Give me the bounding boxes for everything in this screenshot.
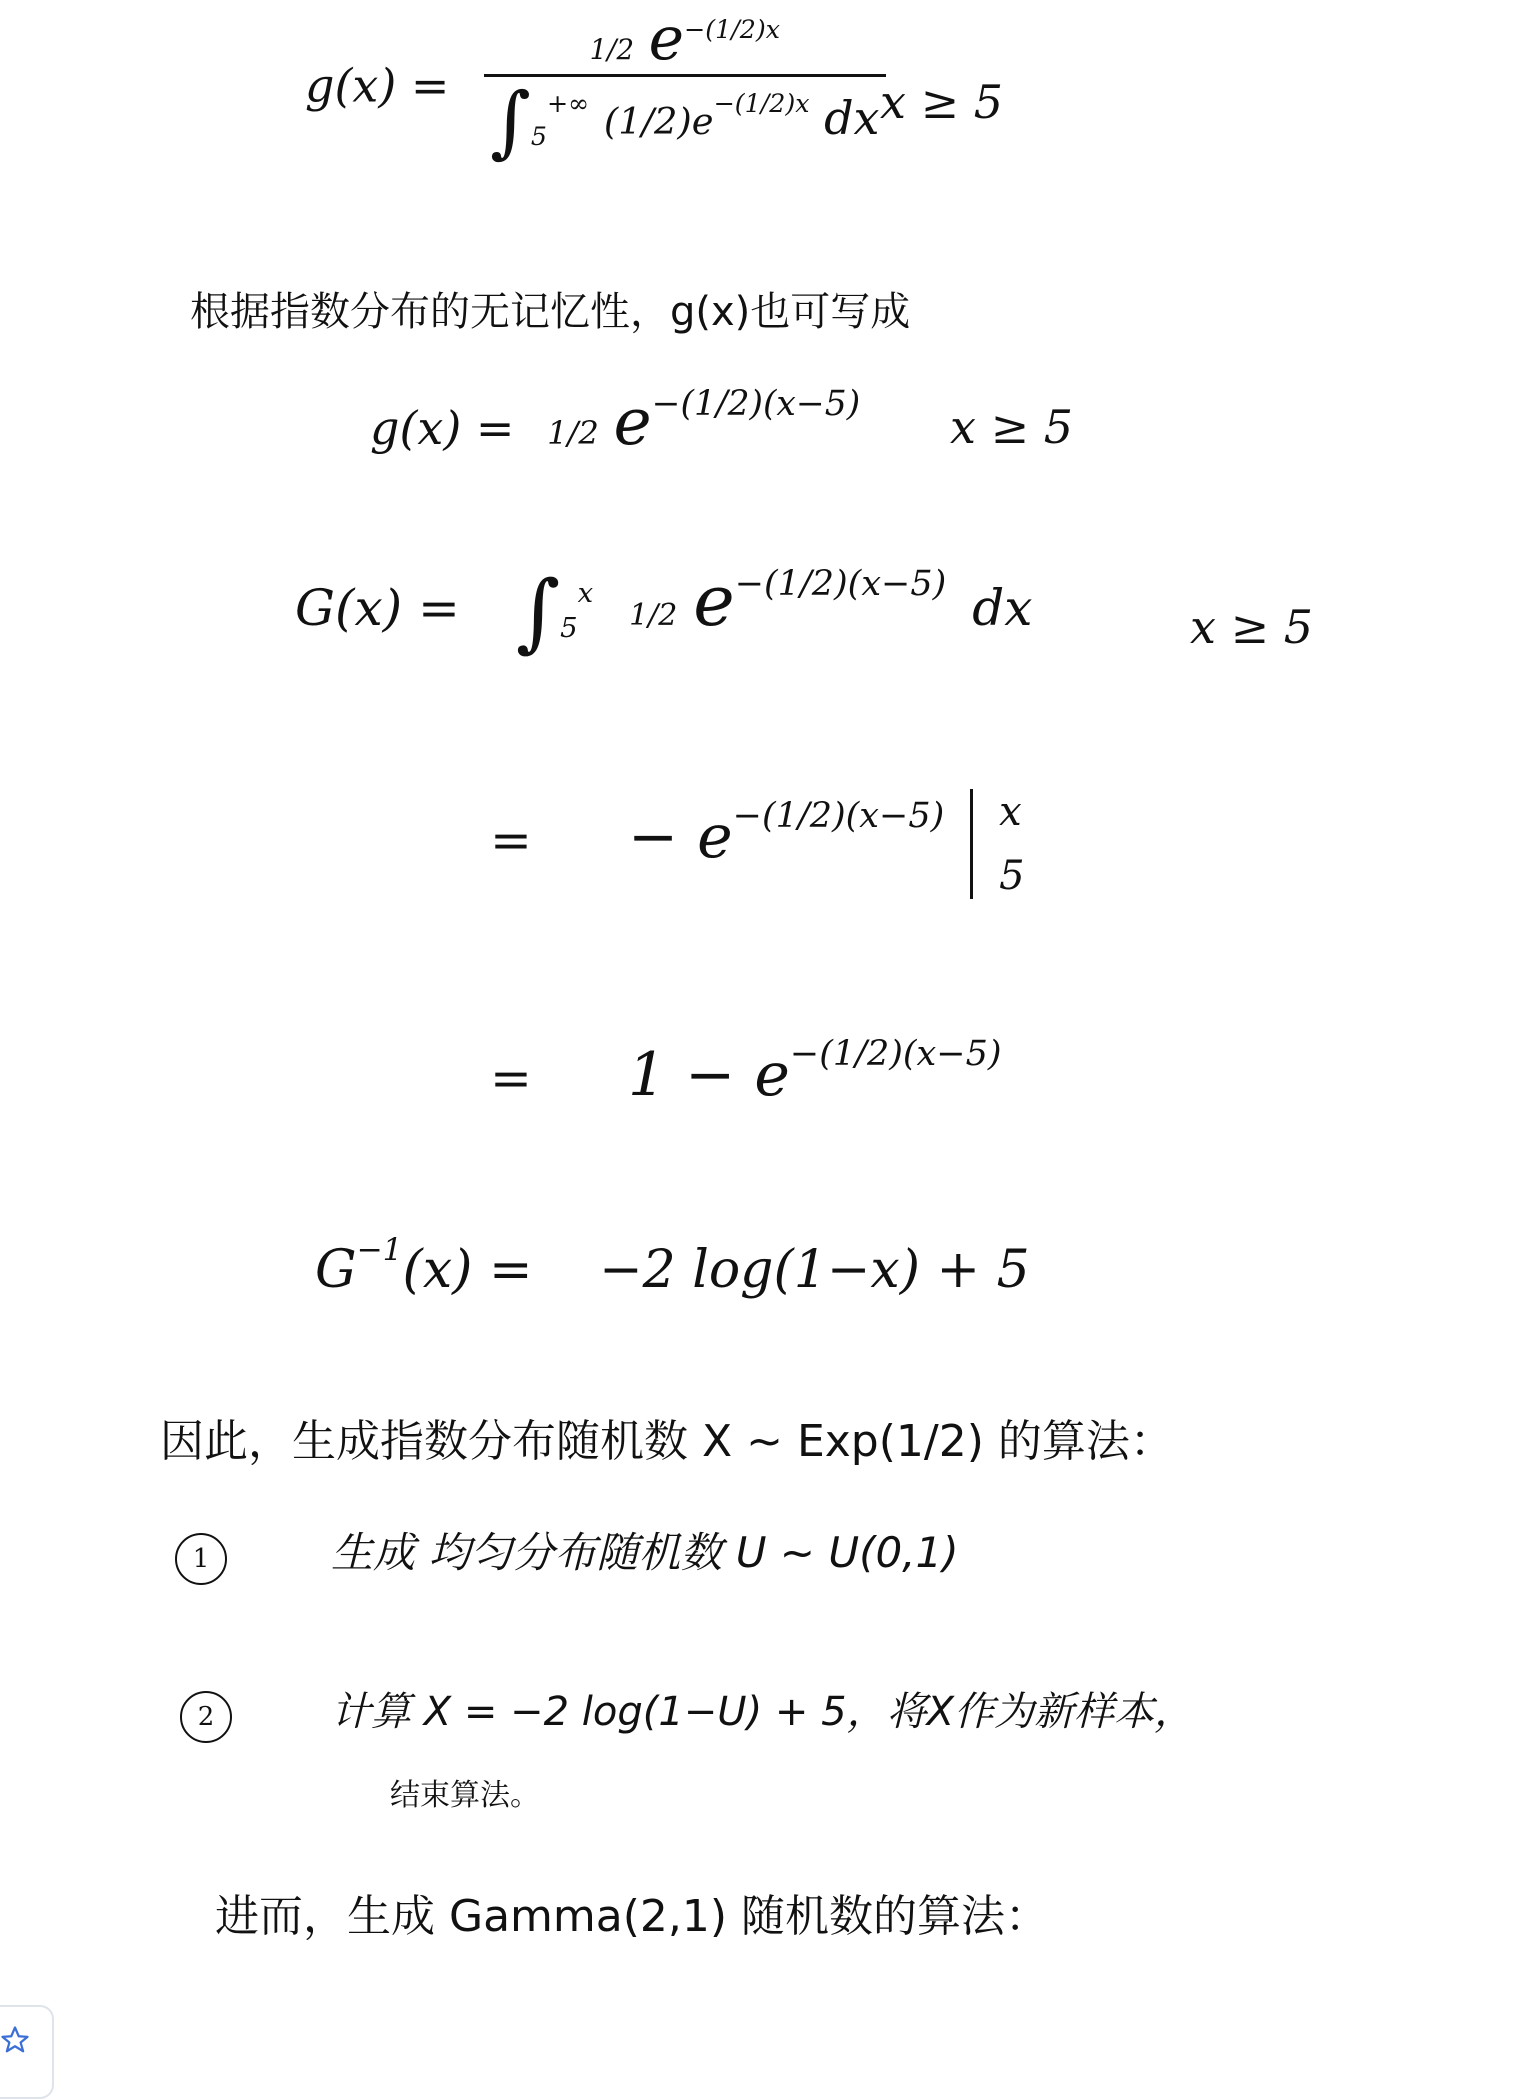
gamma-intro: 进而，生成 Gamma(2,1) 随机数的算法： [215, 1891, 1050, 1942]
algorithm-intro: 因此，生成指数分布随机数 X ~ Exp(1/2) 的算法： [160, 1416, 1174, 1467]
favorite-button[interactable] [0, 2005, 54, 2099]
step-1-text: 生成 均匀分布随机数 U ~ U(0,1) [331, 1528, 959, 1577]
step-2-number: 2 [180, 1691, 232, 1743]
g-definition [305, 4, 886, 167]
g-lhs: g(x) = [305, 58, 450, 113]
G-inverse: $G^{-1}(x) = -2$ log(1−x) + 5 [315, 1232, 1030, 1300]
g-denominator: $\int_5^{+\infty}$ $(1/2)e^{-(1/2)x}$ dx [484, 74, 885, 161]
g-numerator: 1/2 $e^{-(1/2)x}$ [589, 4, 780, 74]
g-condition: x ≥ 5 [880, 75, 1003, 129]
step-2 [180, 1680, 1194, 1743]
G-step-2: = $1 - e^{-(1/2)(x-5)}$ [490, 1034, 1002, 1110]
step-1-number: 1 [175, 1533, 227, 1585]
memoryless-text: 根据指数分布的无记忆性，g(x)也可写成 [190, 289, 911, 335]
g-simplified: g(x) = 1/2 $e^{-(1/2)(x-5)}$ [370, 383, 861, 460]
G-definition: $G(x) = \int_5^x$ 1/2 $e^{-(1/2)(x-5)}$ dx [295, 560, 1033, 662]
G-condition: x ≥ 5 [1190, 600, 1313, 654]
g-fraction [484, 4, 885, 167]
step-1 [175, 1520, 959, 1585]
step-2-text: 计算 X = −2 log(1−U) + 5，将X作为新样本， [331, 1689, 1194, 1735]
g-simplified-condition: x ≥ 5 [950, 400, 1073, 454]
step-2-note: 结束算法。 [390, 1778, 540, 1813]
evaluation-bar [970, 789, 973, 899]
G-step-1: = − $e^{-(1/2)(x-5)}$ x 5 [490, 789, 1025, 899]
